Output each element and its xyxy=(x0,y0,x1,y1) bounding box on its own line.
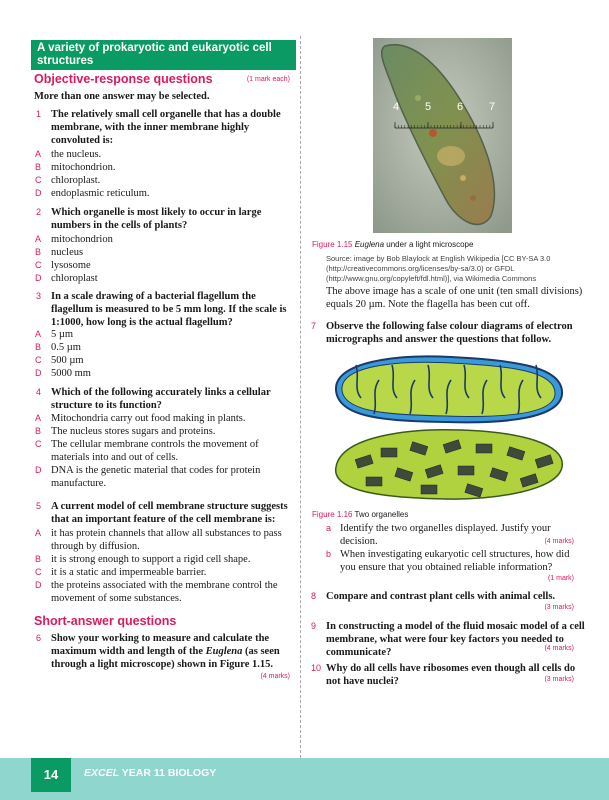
objective-heading-text: Objective-response questions xyxy=(34,72,213,86)
option-letter: B xyxy=(35,247,42,257)
q7a-marks: (4 marks) xyxy=(544,538,574,545)
q5-option-d[interactable] xyxy=(35,579,291,605)
option-text: The cellular membrane controls the movement of materials into and out of cells. xyxy=(51,439,259,464)
q3-option-a[interactable] xyxy=(35,328,74,341)
q2-option-a[interactable] xyxy=(35,233,113,246)
mitochondrion-diagram xyxy=(336,356,562,422)
q4-option-d[interactable] xyxy=(35,464,291,490)
option-text: endoplasmic reticulum. xyxy=(51,188,150,199)
option-text: nucleus xyxy=(51,247,84,258)
page-number: 14 xyxy=(31,758,71,792)
q4-option-a[interactable] xyxy=(35,412,291,425)
subquestion-text: When investigating eukaryotic cell structures, how did you ensure that you obtained reliable information? xyxy=(340,549,570,574)
option-text: 5 µm xyxy=(51,329,74,340)
scale-tick-label: 7 xyxy=(489,101,496,113)
question-6 xyxy=(36,632,291,672)
q3-option-d[interactable] xyxy=(35,367,91,380)
question-text: Compare and contrast plant cells with animal cells. xyxy=(326,591,556,602)
q1-option-b[interactable] xyxy=(35,161,116,174)
question-number: 10 xyxy=(311,663,322,673)
q4-option-b[interactable] xyxy=(35,425,291,438)
option-text: it is a static and impermeable barrier. xyxy=(51,567,207,578)
question-1 xyxy=(36,108,291,148)
option-text: it is strong enough to support a rigid cell shape. xyxy=(51,554,251,565)
objective-marks: (1 mark each) xyxy=(246,76,290,83)
option-letter: A xyxy=(35,413,42,423)
option-letter: B xyxy=(35,554,42,564)
figure-label: Figure 1.16 xyxy=(312,510,353,519)
book-title xyxy=(84,767,216,779)
question-number: 7 xyxy=(311,321,317,331)
option-letter: C xyxy=(35,175,42,185)
question-5 xyxy=(36,500,291,526)
option-text: chloroplast xyxy=(51,273,98,284)
question-7 xyxy=(311,320,588,346)
question-number: 1 xyxy=(36,109,42,119)
option-letter: B xyxy=(35,162,42,172)
option-letter: C xyxy=(35,567,42,577)
question-text: In constructing a model of the fluid mosaic model of a cell membrane, what were four key factors you needed to communicate? xyxy=(326,621,585,659)
figure-1-15-source: Source: image by Bob Blaylock at English Wikipedia [CC BY-SA 3.0 (http://creativecommons.org/licenses/by-sa/3.0) or GFDL (http://www.gnu.org/copyleft/fdl.html)], via Wikimedia Commons xyxy=(326,254,551,283)
option-letter: B xyxy=(35,342,42,352)
q10-marks: (3 marks) xyxy=(544,676,574,683)
organelles-diagram xyxy=(326,352,576,502)
option-text: 500 µm xyxy=(51,355,84,366)
question-8 xyxy=(311,590,588,603)
question-number: 2 xyxy=(36,207,42,217)
question-3 xyxy=(36,290,291,330)
q2-option-d[interactable] xyxy=(35,272,98,285)
option-letter: C xyxy=(35,260,42,270)
brand-title: YEAR 11 BIOLOGY xyxy=(119,767,217,779)
option-letter: A xyxy=(35,149,42,159)
option-text: mitochondrion. xyxy=(51,162,116,173)
option-text: Mitochondria carry out food making in plants. xyxy=(51,413,246,424)
option-text: it has protein channels that allow all substances to pass through by diffusion. xyxy=(51,528,282,553)
granum xyxy=(381,448,397,457)
scale-tick-label: 5 xyxy=(425,101,432,113)
q5-option-b[interactable] xyxy=(35,553,291,566)
option-letter: D xyxy=(35,188,42,198)
q5-option-a[interactable] xyxy=(35,527,291,553)
q5-option-c[interactable] xyxy=(35,566,291,579)
option-text: 0.5 µm xyxy=(51,342,81,353)
q1-option-a[interactable] xyxy=(35,148,102,161)
q3-option-c[interactable] xyxy=(35,354,84,367)
question-text-italic: Euglena xyxy=(205,646,243,658)
q4-option-c[interactable] xyxy=(35,438,291,464)
question-number: 5 xyxy=(36,501,42,511)
question-number: 8 xyxy=(311,591,317,601)
scale-description: The above image has a scale of one unit (ten small divisions) equals 20 µm. Note the flagella has been cut off. xyxy=(326,286,583,311)
question-text: A current model of cell membrane structure suggests that an important feature of the cell membrane is: xyxy=(51,501,288,526)
question-number: 9 xyxy=(311,621,317,631)
option-text: the nucleus. xyxy=(51,149,102,160)
option-text: mitochondrion xyxy=(51,234,113,245)
section-banner: A variety of prokaryotic and eukaryotic cell structures xyxy=(31,40,296,70)
subquestion-letter: a xyxy=(326,523,332,533)
figure-caption-text: under a light microscope xyxy=(384,240,474,249)
figure-caption-text: Two organelles xyxy=(352,510,409,519)
figure-1-15-caption xyxy=(312,240,572,250)
question-text: In a scale drawing of a bacterial flagellum the flagellum is measured to be 5 mm long. If the scale is 1:1000, how long is the actual flagellum? xyxy=(51,291,287,329)
option-letter: D xyxy=(35,368,42,378)
question-text: Why do all cells have ribosomes even though all cells do not have nuclei? xyxy=(326,663,576,688)
question-number: 3 xyxy=(36,291,42,301)
subquestion-letter: b xyxy=(326,549,332,559)
q7b-marks: (1 mark) xyxy=(547,575,574,582)
scale-tick-label: 6 xyxy=(457,101,464,113)
question-7b xyxy=(326,548,570,574)
objective-heading xyxy=(34,72,290,86)
question-9 xyxy=(311,620,588,660)
question-4 xyxy=(36,386,291,412)
scale-tick-label: 4 xyxy=(393,101,400,113)
granum xyxy=(476,444,492,453)
brand-excel: EXCEL xyxy=(84,767,120,779)
question-number: 4 xyxy=(36,387,42,397)
granum xyxy=(421,485,437,494)
question-text: Show your working to measure and calculate the maximum width and length of the xyxy=(51,633,270,658)
short-answer-heading: Short-answer questions xyxy=(34,614,177,628)
q8-marks: (3 marks) xyxy=(544,604,574,611)
option-letter: A xyxy=(35,528,42,538)
figure-1-16-caption xyxy=(312,510,408,520)
column-divider xyxy=(300,36,301,758)
question-text: (as seen through a light microscope) shown in Figure 1.15. xyxy=(51,646,280,671)
option-letter: D xyxy=(35,273,42,283)
option-letter: A xyxy=(35,329,42,339)
q9-marks: (4 marks) xyxy=(544,645,574,652)
option-letter: B xyxy=(35,426,42,436)
q2-option-c[interactable] xyxy=(35,259,91,272)
granum xyxy=(366,477,382,486)
granum xyxy=(458,466,474,475)
option-letter: C xyxy=(35,439,42,449)
option-letter: A xyxy=(35,234,42,244)
option-text: The nucleus stores sugars and proteins. xyxy=(51,426,216,437)
q1-option-d[interactable] xyxy=(35,187,150,200)
figure-caption-italic: Euglena xyxy=(354,240,385,249)
q6-marks: (4 marks) xyxy=(260,673,290,680)
question-number: 6 xyxy=(36,633,42,643)
subquestion-text: Identify the two organelles displayed. Justify your decision. xyxy=(340,523,551,548)
question-text: Which of the following accurately links a cellular structure to its function? xyxy=(51,387,271,412)
option-letter: D xyxy=(35,580,42,590)
option-letter: D xyxy=(35,465,42,475)
option-text: the proteins associated with the membrane control the movement of some substances. xyxy=(51,580,278,605)
question-text: The relatively small cell organelle that has a double membrane, with the inner membrane highly convoluted is: xyxy=(51,109,281,147)
page-footer xyxy=(0,758,609,800)
euglena-image xyxy=(373,38,512,233)
question-2 xyxy=(36,206,291,232)
option-text: chloroplast. xyxy=(51,175,101,186)
q3-option-b[interactable] xyxy=(35,341,81,354)
euglena-micrograph xyxy=(373,38,512,233)
chloroplast-diagram xyxy=(336,430,563,499)
figure-label: Figure 1.15 xyxy=(312,240,353,249)
option-letter: C xyxy=(35,355,42,365)
question-text: Observe the following false colour diagrams of electron micrographs and answer the questions that follow. xyxy=(326,321,573,346)
intro-text: More than one answer may be selected. xyxy=(34,91,210,102)
q1-option-c[interactable] xyxy=(35,174,101,187)
q2-option-b[interactable] xyxy=(35,246,84,259)
option-text: lysosome xyxy=(51,260,91,271)
option-text: DNA is the genetic material that codes for protein manufacture. xyxy=(51,465,261,490)
question-text: Which organelle is most likely to occur in large numbers in the cells of plants? xyxy=(51,207,262,232)
option-text: 5000 mm xyxy=(51,368,91,379)
